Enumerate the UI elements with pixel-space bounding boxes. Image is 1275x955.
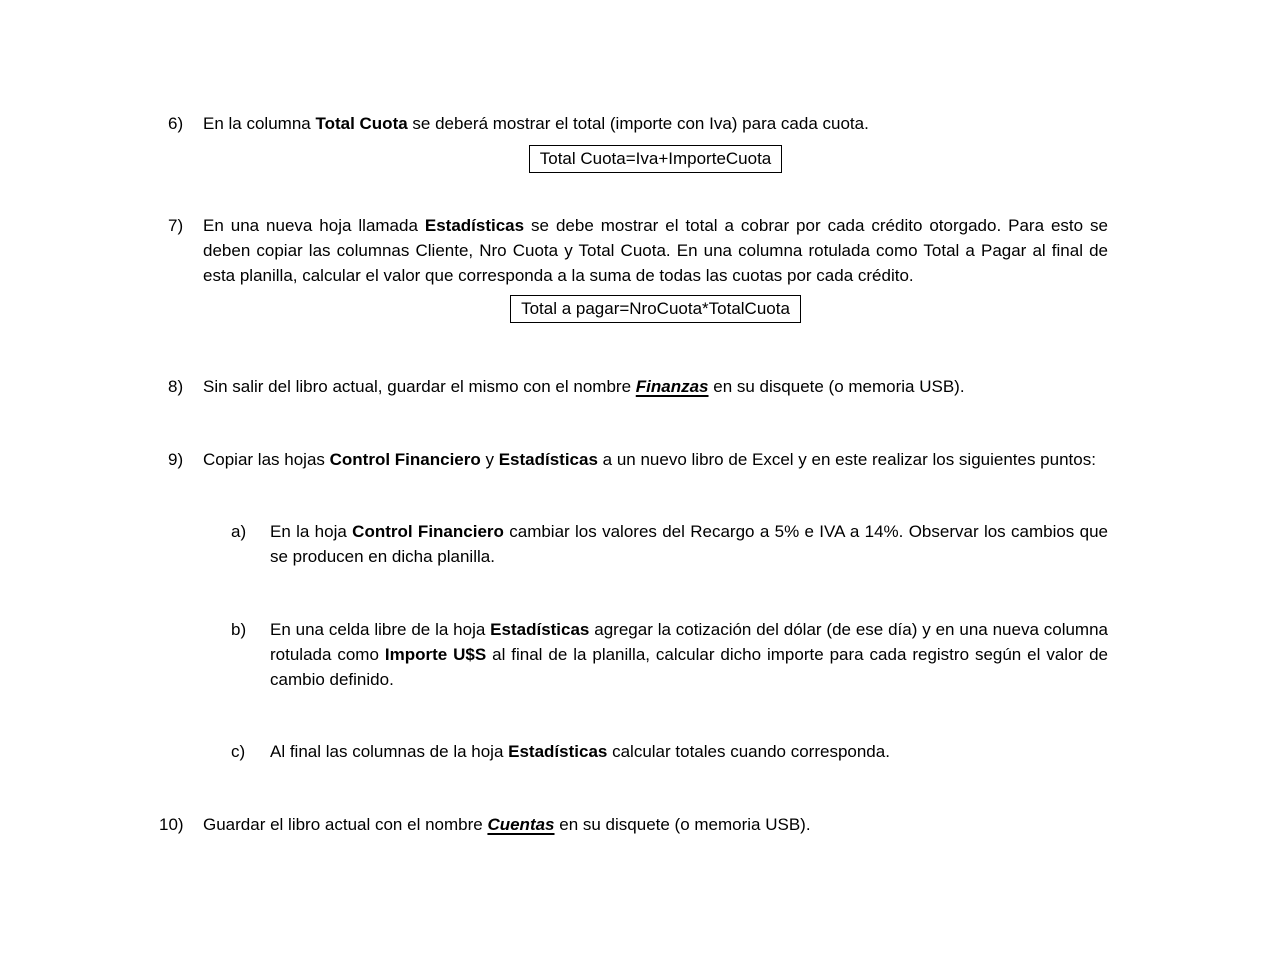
formula-row-2	[203, 295, 1108, 323]
sub-item-c	[231, 739, 1108, 764]
text-run: en su disquete (o memoria USB).	[554, 815, 811, 834]
list-item-9	[159, 447, 1108, 472]
list-marker: 6)	[168, 114, 184, 133]
formula-row-1	[203, 145, 1108, 173]
list-item-7	[159, 213, 1108, 288]
paragraph	[203, 213, 1108, 288]
document-body	[159, 111, 1108, 837]
text-run: En la columna	[203, 114, 316, 133]
text-run: y	[480, 450, 499, 469]
text-run: En una nueva hoja llamada	[203, 216, 425, 235]
text-run: al final de la planilla, calcular dicho importe para cada registro según el valor de cambio definido.	[270, 645, 1109, 689]
text-run: Total Cuota	[315, 114, 408, 133]
list-marker: 8)	[168, 377, 184, 396]
text-run: Copiar las hojas	[203, 450, 330, 469]
text-run: Finanzas	[635, 377, 709, 396]
text-run: Sin salir del libro actual, guardar el mismo con el nombre	[203, 377, 636, 396]
sub-item-b	[231, 617, 1108, 692]
text-run: Control Financiero	[329, 450, 481, 469]
list-marker: b)	[231, 620, 247, 639]
text-run: Estadísticas	[490, 620, 590, 639]
text-run: Importe U$S	[384, 645, 487, 664]
formula-box-1: Total Cuota=Iva+ImporteCuota	[529, 145, 783, 173]
paragraph	[203, 111, 1108, 136]
list-item-6	[159, 111, 1108, 136]
list-marker: 10)	[159, 815, 184, 834]
text-run: Control Financiero	[352, 522, 504, 541]
text-run: Estadísticas	[508, 742, 608, 761]
text-run: a un nuevo libro de Excel y en este realizar los siguientes puntos:	[597, 450, 1096, 469]
text-run: Guardar el libro actual con el nombre	[203, 815, 488, 834]
formula-box-2: Total a pagar=NroCuota*TotalCuota	[510, 295, 801, 323]
paragraph	[203, 447, 1108, 472]
text-run: calcular totales cuando corresponda.	[607, 742, 890, 761]
text-run: se debe mostrar el total a cobrar por cada crédito otorgado. Para esto se deben copiar las columnas Cliente, Nro Cuota y Total Cuota. En una columna rotulada como Total a Pagar al final de esta planilla, calcular el valor que corresponda a la suma de todas las cuotas por cada crédito.	[203, 216, 1109, 285]
text-run: En la hoja	[270, 522, 353, 541]
text-run: Cuentas	[487, 815, 555, 834]
text-run: En una celda libre de la hoja	[270, 620, 491, 639]
text-run: Al final las columnas de la hoja	[270, 742, 509, 761]
sub-item-a	[231, 519, 1108, 569]
text-run: agregar la cotización del dólar (de ese día) y en una nueva columna rotulada como	[270, 620, 1109, 664]
list-item-8	[159, 374, 1108, 399]
list-marker: 7)	[168, 216, 184, 235]
list-marker: a)	[231, 522, 247, 541]
paragraph	[270, 617, 1108, 692]
paragraph	[203, 374, 1108, 399]
text-run: en su disquete (o memoria USB).	[708, 377, 965, 396]
list-item-10	[159, 812, 1108, 837]
paragraph	[203, 812, 1108, 837]
text-run: Estadísticas	[424, 216, 525, 235]
text-run: cambiar los valores del Recargo a 5% e IVA a 14%. Observar los cambios que se producen en dicha planilla.	[270, 522, 1108, 566]
list-marker: c)	[231, 742, 246, 761]
paragraph	[270, 519, 1108, 569]
paragraph	[270, 739, 1108, 764]
text-run: se deberá mostrar el total (importe con Iva) para cada cuota.	[407, 114, 869, 133]
text-run: Estadísticas	[498, 450, 598, 469]
list-marker: 9)	[168, 450, 184, 469]
